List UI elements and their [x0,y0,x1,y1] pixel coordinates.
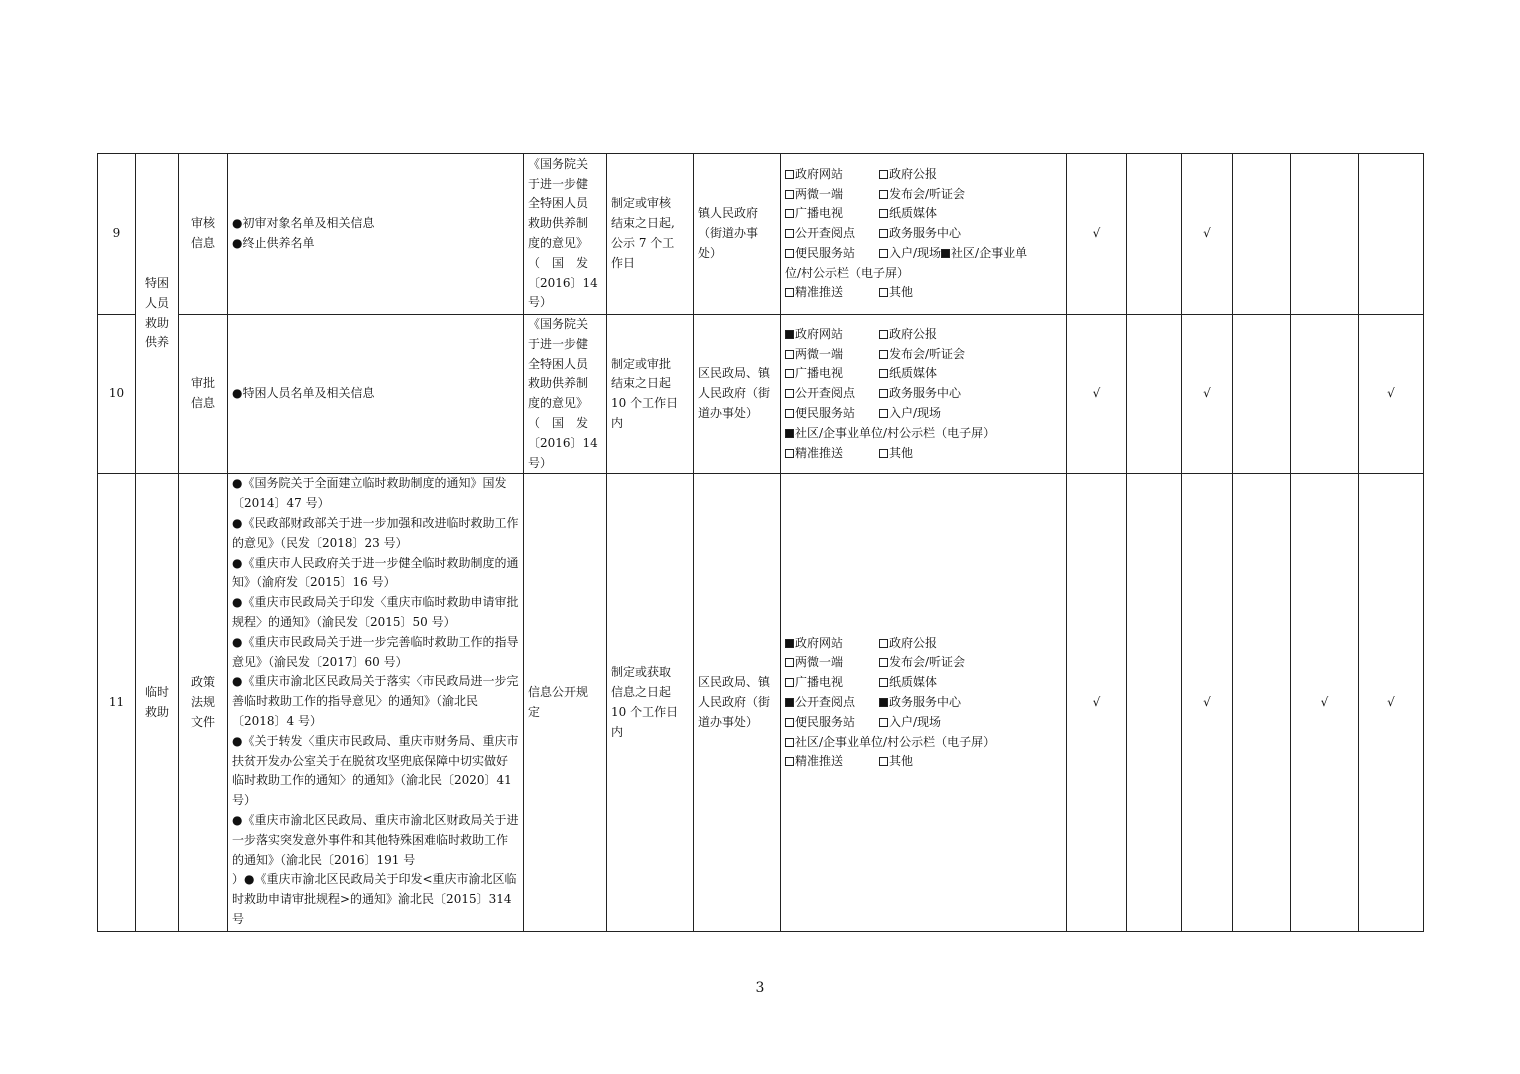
time-line: 10 个工作日 [611,396,679,411]
channel-label: 纸质媒体 [889,675,938,690]
unchecked-box-icon [785,718,794,727]
basis-line: 度的意见》 [528,236,589,250]
content-cell [228,474,524,932]
channel-label: 其他 [889,445,914,460]
channel-line [785,673,1062,693]
channel-option [785,733,995,753]
basis-line: 于进一步健 [528,336,589,351]
time-line: 制定或审核 [611,196,672,211]
check-cell: √ [1291,474,1359,932]
channel-option [785,325,879,345]
channel-label: 发布会/听证会 [889,346,966,361]
channel-line [785,384,1062,404]
checked-box-icon [785,698,794,707]
channel-option [785,283,879,303]
channel-label: 纸质媒体 [889,206,938,221]
basis-cell [524,474,607,932]
basis-line: 救助供养制 [528,376,589,391]
check-cell: √ [1067,154,1127,315]
channel-line [785,653,1062,673]
basis-line: （ 国 发 [528,415,589,430]
check-cell [1291,154,1359,315]
subcategory-label: 政策法规文件 [190,675,215,729]
channel-label: 政府公报 [889,326,938,341]
channel-label: 政府公报 [889,166,938,181]
subject-line: （街道办事 [698,226,759,241]
channel-option [879,444,913,464]
subcategory-cell [179,154,228,315]
category-cell [136,474,179,932]
table-row [98,474,1424,932]
content-line: ●《民政部财政部关于进一步加强和改进临时救助工作的意见》（民发〔2018〕23 号） [232,515,519,550]
channel-label: 发布会/听证会 [889,655,966,670]
content-line: ●特困人员名单及相关信息 [232,386,375,401]
checked-box-icon [879,698,888,707]
basis-line: （ 国 发 [528,255,589,270]
content-line: ●《重庆市民政局关于进一步完善临时救助工作的指导意见》（渝民发〔2017〕60 号） [232,634,519,669]
row-number: 11 [98,474,136,932]
checked-box-icon [941,249,950,258]
channel-option [879,364,937,384]
subject-line: 人民政府（街 [698,694,771,709]
checked-box-icon [785,429,794,438]
unchecked-box-icon [879,678,888,687]
channel-option [785,384,879,404]
time-line: 内 [611,415,624,430]
time-line: 制定或审批 [611,356,672,371]
channel-option [785,752,879,772]
channel-option [785,185,879,205]
basis-line: 〔2016〕14 [528,275,598,290]
channel-option [879,404,941,424]
content-line: ●《重庆市渝北区民政局、重庆市渝北区财政局关于进一步落实突发意外事件和其他特殊困难临时救助工作的通知》（渝北民〔2016〕191 号 [232,812,519,867]
unchecked-box-icon [879,330,888,339]
channel-option [785,264,909,284]
unchecked-box-icon [879,639,888,648]
channel-label: 入户/现场 [889,714,942,729]
channel-label: 政府网站 [795,326,844,341]
unchecked-box-icon [785,249,794,258]
channel-label: 发布会/听证会 [889,186,966,201]
basis-line: 号） [528,295,553,310]
channel-label: 其他 [889,285,914,300]
time-limit-cell [607,154,694,315]
unchecked-box-icon [879,757,888,766]
channel-option [879,244,941,264]
channel-label: 纸质媒体 [889,366,938,381]
subject-line: 道办事处） [698,714,759,729]
basis-line: 救助供养制 [528,216,589,231]
channel-label: 其他 [889,754,914,769]
check-cell: √ [1182,315,1233,474]
channel-label: 政务服务中心 [889,386,962,401]
unchecked-box-icon [879,209,888,218]
unchecked-box-icon [879,288,888,297]
category-label: 临时救助 [144,685,169,719]
channel-line [785,733,1062,753]
time-line: 信息之日起 [611,685,672,700]
page-number: 3 [755,980,765,996]
unchecked-box-icon [785,449,794,458]
channel-line [785,165,1062,185]
time-limit-cell [607,474,694,932]
channel-line [785,693,1062,713]
channels-cell [781,315,1067,474]
check-cell [1127,154,1182,315]
subject-line: 处） [698,245,723,260]
subject-cell [694,474,781,932]
check-cell [1233,474,1291,932]
channel-line [785,404,1062,424]
basis-line: 度的意见》 [528,396,589,411]
unchecked-box-icon [785,288,794,297]
subcategory-label: 审核信息 [190,216,215,250]
check-cell: √ [1182,474,1233,932]
checked-box-icon [785,639,794,648]
unchecked-box-icon [785,170,794,179]
channel-option [785,634,879,654]
content-line: ）●《重庆市渝北区民政局关于印发<重庆市渝北区临时救助申请审批规程>的通知》渝北民〔2015〕314 号 [232,872,517,926]
unchecked-box-icon [879,229,888,238]
channel-option [879,384,961,404]
channel-option [785,444,879,464]
channel-line [785,345,1062,365]
unchecked-box-icon [785,229,794,238]
channel-option [785,345,879,365]
unchecked-box-icon [879,718,888,727]
time-line: 内 [611,724,624,739]
check-cell [1233,154,1291,315]
table-row [98,315,1424,474]
channel-label: 位/村公示栏（电子屏） [785,265,910,280]
channel-line [785,204,1062,224]
time-limit-cell [607,315,694,474]
unchecked-box-icon [879,449,888,458]
basis-line: 信息公开规 [528,685,589,700]
disclosure-table [97,153,1424,932]
content-line: ●《关于转发〈重庆市民政局、重庆市财务局、重庆市扶贫开发办公室关于在脱贫攻坚兜底保障中切实做好临时救助工作的通知〉的通知》（渝北民〔2020〕41 号） [232,733,519,808]
channels-cell [781,154,1067,315]
subject-line: 区民政局、镇 [698,675,771,690]
channel-option [879,752,913,772]
check-cell: √ [1182,154,1233,315]
check-cell [1127,315,1182,474]
unchecked-box-icon [879,249,888,258]
content-line: ●《重庆市渝北区民政局关于落实〈市民政局进一步完善临时救助工作的指导意见〉的通知》（渝北民〔2018〕4 号） [232,674,519,728]
channel-option [879,325,937,345]
basis-line: 全特困人员 [528,356,589,371]
channel-label: 广播电视 [795,206,844,221]
time-line: 结束之日起, [611,216,675,231]
unchecked-box-icon [879,190,888,199]
channel-line [785,244,1062,264]
channel-line [785,444,1062,464]
channel-line [785,325,1062,345]
unchecked-box-icon [879,170,888,179]
check-cell [1127,474,1182,932]
channel-line [785,424,1062,444]
check-cell [1291,315,1359,474]
channel-label: 社区/企事业单位/村公示栏（电子屏） [795,734,996,749]
time-line: 10 个工作日 [611,704,679,719]
time-line: 结束之日起 [611,376,672,391]
channel-option [879,283,913,303]
unchecked-box-icon [879,369,888,378]
channel-option [879,713,941,733]
checked-box-icon [785,330,794,339]
channel-label: 公开查阅点 [795,694,856,709]
time-line: 作日 [611,255,636,270]
basis-cell [524,315,607,474]
channel-label: 政府网站 [795,166,844,181]
channel-label: 便民服务站 [795,245,856,260]
basis-line: 定 [528,704,541,719]
channel-option [941,244,1027,264]
basis-line: 〔2016〕14 [528,435,598,450]
channels-cell [781,474,1067,932]
channel-label: 便民服务站 [795,406,856,421]
category-label: 特困人员救助供养 [144,276,169,350]
channel-label: 入户/现场 [889,245,942,260]
subject-line: 镇人民政府 [698,206,759,221]
channel-option [879,224,961,244]
unchecked-box-icon [785,757,794,766]
channel-option [785,204,879,224]
channel-option [879,185,965,205]
basis-cell [524,154,607,315]
content-cell [228,315,524,474]
channel-label: 公开查阅点 [795,226,856,241]
unchecked-box-icon [785,658,794,667]
basis-line: 号） [528,455,553,470]
subject-cell [694,315,781,474]
channel-option [879,204,937,224]
category-cell [136,154,179,474]
channel-label: 社区/企事业单 [951,245,1028,260]
content-line: ●初审对象名单及相关信息 [232,216,375,231]
check-cell [1359,154,1424,315]
time-line: 公示 7 个工 [611,236,675,250]
content-line: ●《重庆市民政局关于印发〈重庆市临时救助申请审批规程〉的通知》（渝民发〔2015〕50 号） [232,595,519,629]
channel-line [785,264,1062,284]
channel-option [785,713,879,733]
channel-option [879,165,937,185]
check-cell [1233,315,1291,474]
channel-option [785,244,879,264]
channel-option [785,404,879,424]
unchecked-box-icon [785,369,794,378]
time-line: 制定或获取 [611,665,672,680]
channel-option [785,673,879,693]
channel-option [879,345,965,365]
basis-line: 于进一步健 [528,176,589,191]
row-number: 10 [98,315,136,474]
unchecked-box-icon [879,350,888,359]
channel-option [879,693,961,713]
channel-line [785,185,1062,205]
channel-label: 两微一端 [795,186,844,201]
content-line: ●《重庆市人民政府关于进一步健全临时救助制度的通知》（渝府发〔2015〕16 号） [232,555,519,590]
channel-option [879,634,937,654]
subject-line: 道办事处） [698,406,759,421]
table-row [98,154,1424,315]
channel-label: 公开查阅点 [795,386,856,401]
unchecked-box-icon [785,350,794,359]
check-cell: √ [1359,474,1424,932]
channel-line [785,224,1062,244]
channel-option [785,224,879,244]
unchecked-box-icon [785,190,794,199]
unchecked-box-icon [879,658,888,667]
basis-line: 《国务院关 [528,317,589,331]
channel-label: 精准推送 [795,285,844,300]
channel-label: 精准推送 [795,445,844,460]
subject-line: 人民政府（街 [698,386,771,401]
basis-line: 全特困人员 [528,196,589,211]
unchecked-box-icon [879,409,888,418]
unchecked-box-icon [785,389,794,398]
channel-label: 政务服务中心 [889,694,962,709]
channel-label: 政府网站 [795,635,844,650]
channel-label: 精准推送 [795,754,844,769]
channel-line [785,283,1062,303]
channel-option [879,653,965,673]
unchecked-box-icon [785,209,794,218]
unchecked-box-icon [785,738,794,747]
channel-label: 便民服务站 [795,714,856,729]
channel-label: 广播电视 [795,675,844,690]
basis-line: 《国务院关 [528,156,589,171]
check-cell: √ [1067,474,1127,932]
channel-label: 社区/企事业单位/村公示栏（电子屏） [795,425,996,440]
unchecked-box-icon [785,678,794,687]
subcategory-cell [179,474,228,932]
channel-label: 两微一端 [795,346,844,361]
content-line: ●《国务院关于全面建立临时救助制度的通知》国发〔2014〕47 号） [232,476,507,511]
channel-option [785,165,879,185]
subcategory-cell [179,315,228,474]
channel-option [879,673,937,693]
row-number: 9 [98,154,136,315]
unchecked-box-icon [879,389,888,398]
channel-line [785,752,1062,772]
channel-label: 入户/现场 [889,406,942,421]
content-cell [228,154,524,315]
content-line: ●终止供养名单 [232,236,315,250]
channel-line [785,713,1062,733]
subject-cell [694,154,781,315]
channel-line [785,634,1062,654]
channel-label: 政务服务中心 [889,226,962,241]
channel-label: 政府公报 [889,635,938,650]
channel-label: 广播电视 [795,366,844,381]
check-cell: √ [1359,315,1424,474]
channel-line [785,364,1062,384]
subcategory-label: 审批信息 [190,376,215,411]
channel-option [785,653,879,673]
check-cell: √ [1067,315,1127,474]
channel-option [785,693,879,713]
unchecked-box-icon [785,409,794,418]
channel-option [785,424,995,444]
channel-option [785,364,879,384]
channel-label: 两微一端 [795,655,844,670]
subject-line: 区民政局、镇 [698,366,771,381]
